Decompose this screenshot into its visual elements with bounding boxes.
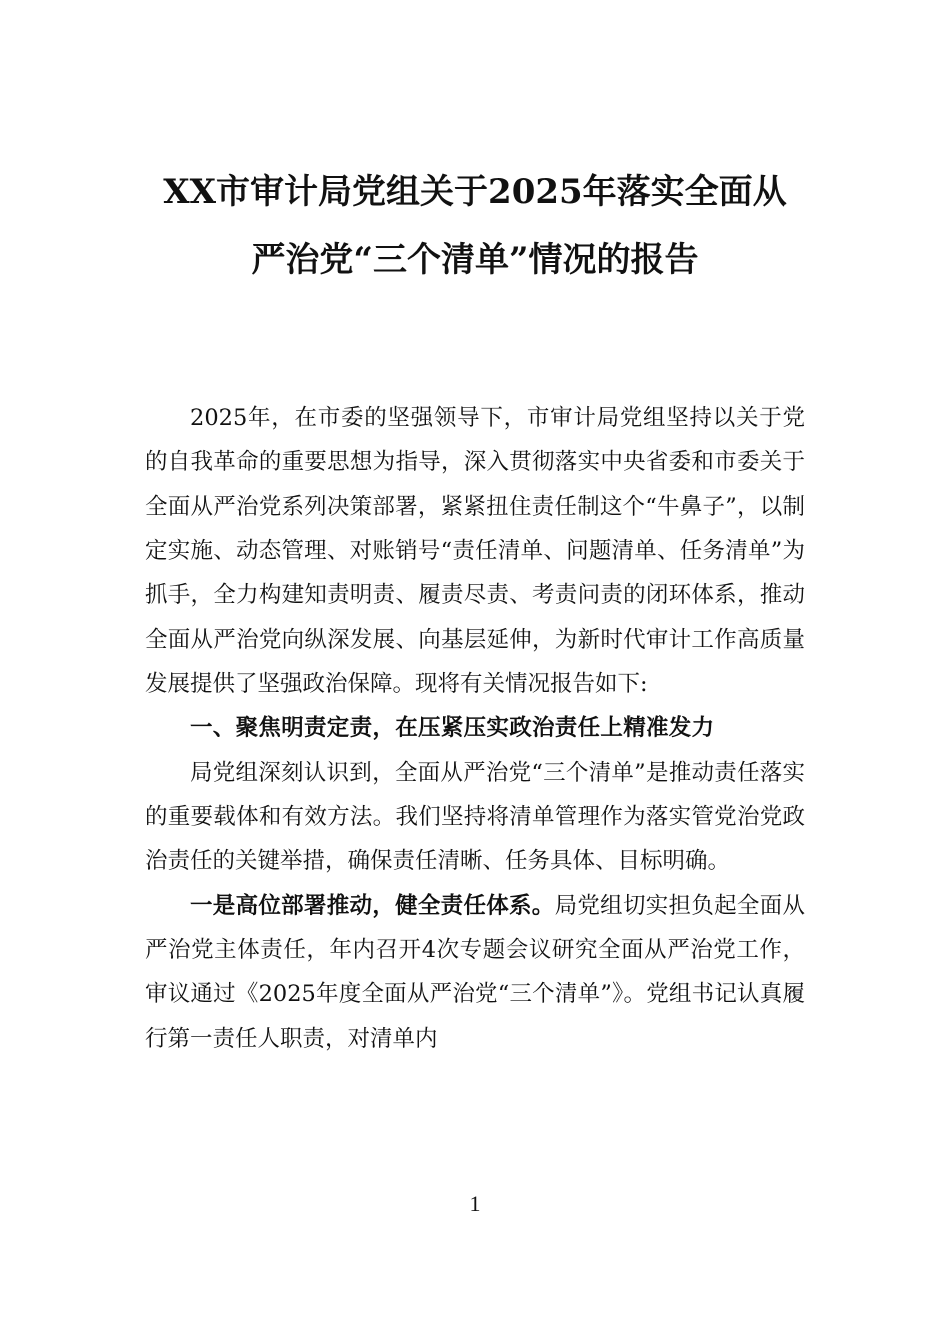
section-1-paragraph: 局党组深刻认识到，全面从严治党“三个清单”是推动责任落实的重要载体和有效方法。我们坚持将清单管理作为落实管党治党政治责任的关键举措，确保责任清晰、任务具体、目标明确。 xyxy=(145,759,805,875)
document-title-line-1: XX市审计局党组关于2025年落实全面从 xyxy=(163,172,787,212)
item-1-lead: 一是高位部署推动，健全责任体系。 xyxy=(190,892,555,919)
item-1-body: 局党组切实担负起全面从严治党主体责任，年内召开4次专题会议研究全面从严治党工作，审议通过《2025年度全面从严治党“三个清单”》。党组书记认真履行第一责任人职责，对清单内 xyxy=(145,892,805,1052)
item-1-paragraph xyxy=(145,884,805,1061)
page-number: 1 xyxy=(469,1191,481,1216)
section-1-heading: 一、聚焦明责定责，在压紧压实政治责任上精准发力 xyxy=(190,715,715,742)
document-title-line-2: 严治党“三个清单”情况的报告 xyxy=(251,240,699,280)
intro-paragraph: 2025年，在市委的坚强领导下，市审计局党组坚持以关于党的自我革命的重要思想为指导，深入贯彻落实中央省委和市委关于全面从严治党系列决策部署，紧紧扭住责任制这个“牛鼻子”，以制定实施、动态管理、对账销号“责任清单、问题清单、任务清单”为抓手，全力构建知责明责、履责尽责、考责问责的闭环体系，推动全面从严治党向纵深发展、向基层延伸，为新时代审计工作高质量发展提供了坚强政治保障。现将有关情况报告如下: xyxy=(145,405,805,698)
document-body xyxy=(145,396,805,1061)
